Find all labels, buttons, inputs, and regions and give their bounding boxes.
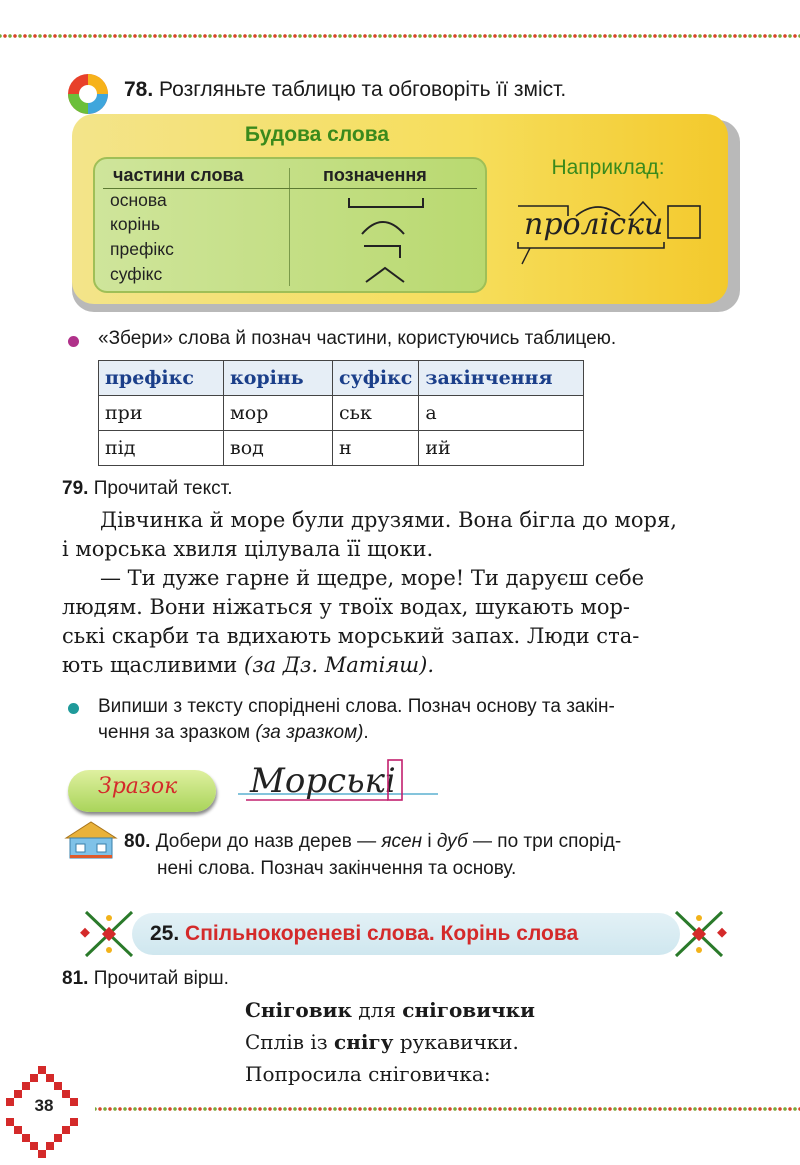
task-79-heading [62, 478, 233, 500]
part-root: корінь [110, 214, 160, 234]
task-text: і [427, 831, 432, 852]
tree-oak: дуб [436, 831, 468, 852]
task-text: Розгляньте таблицю та обговоріть її зміст. [159, 78, 567, 101]
discussion-icon [66, 72, 110, 116]
header-suffix: суфікс [333, 361, 419, 396]
bottom-border-ornament [95, 1105, 800, 1113]
story-line: — Ти дуже гарне й щедре, море! Ти даруєш себе [100, 566, 645, 590]
sample-handwriting [238, 748, 448, 813]
page-number: 38 [24, 1096, 64, 1122]
table-row [99, 396, 584, 431]
table-column-divider [289, 168, 290, 286]
part-prefix: префікс [110, 239, 174, 259]
task-78-heading [124, 78, 566, 102]
ornament-right-icon [664, 904, 734, 969]
task-text: Прочитай вірш. [93, 968, 229, 989]
part-suffix: суфікс [110, 264, 163, 284]
col-header-parts: частини слова [113, 165, 244, 185]
story-text [62, 506, 742, 680]
story-line: людям. Вони ніжаться у твоїх водах, шукають мор- [62, 595, 631, 619]
poem-line-2 [245, 1030, 519, 1054]
instruction-collect-words: «Збери» слова й познач частини, користуючись таблицею. [98, 328, 617, 349]
table-cell: ськ [333, 396, 419, 431]
task-text: Прочитай текст. [93, 478, 233, 499]
header-root: корінь [224, 361, 333, 396]
story-line: і морська хвиля цілувала її щоки. [62, 537, 434, 561]
poem-bold: Сніговик [245, 998, 352, 1022]
poem-line-1 [245, 998, 535, 1022]
root-symbol [358, 214, 408, 243]
task-text: нені слова. Познач закінчення та основу. [157, 858, 517, 879]
poem-bold: сніговички [402, 998, 535, 1022]
bullet-dot [68, 703, 79, 714]
example-word-breakdown [510, 188, 720, 268]
header-ending: закінчення [419, 361, 584, 396]
poem-text: для [358, 998, 396, 1022]
poem-line-3: Попросила сніговичка: [245, 1062, 491, 1086]
task-text: — по три спорід- [473, 831, 622, 852]
table-cell: н [333, 431, 419, 466]
story-line: ські скарби та вдихають морський запах. Люди ста- [62, 624, 640, 648]
part-stem: основа [110, 190, 167, 210]
poem-bold: снігу [334, 1030, 394, 1054]
sample-word: Морські [250, 761, 396, 801]
section-name: Спільнокореневі слова. Корінь слова [185, 922, 579, 945]
suffix-symbol [360, 264, 410, 291]
example-label: Наприклад: [551, 156, 665, 179]
story-author: (за Дз. Матіяш). [244, 653, 435, 677]
task-text: Добери до назв дерев — [155, 831, 377, 852]
task-number: 78. [124, 78, 154, 101]
task-number: 79. [62, 478, 89, 499]
table-cell: при [99, 396, 224, 431]
instruction-write-related-words [98, 694, 615, 746]
task-number: 80. [124, 831, 151, 852]
task-number: 81. [62, 968, 89, 989]
panel-title: Будова слова [244, 123, 390, 146]
bullet-dot [68, 336, 79, 347]
header-underline [103, 188, 477, 189]
poem-text: рукавички. [399, 1030, 519, 1054]
col-header-marks: позначення [323, 165, 427, 185]
instruction-italic: (за зразком) [255, 722, 364, 743]
table-cell: мор [224, 396, 333, 431]
table-row [99, 431, 584, 466]
task-81-heading [62, 968, 229, 990]
story-line: ють щасливими [62, 653, 238, 677]
table-cell: а [419, 396, 584, 431]
example-word: пролiски [524, 207, 664, 242]
top-border-ornament [0, 32, 800, 40]
morpheme-table [98, 360, 584, 466]
instruction-period: . [363, 722, 369, 743]
header-prefix: префікс [99, 361, 224, 396]
section-25-title [150, 922, 578, 946]
house-icon [62, 820, 120, 865]
task-80 [124, 828, 621, 882]
table-cell: вод [224, 431, 333, 466]
section-number: 25. [150, 922, 180, 945]
story-line: Дівчинка й море були друзями. Вона бігла до моря, [100, 508, 677, 532]
poem-text: Сплів із [245, 1030, 328, 1054]
instruction-line: чення за зразком [98, 722, 251, 743]
sample-label: Зразок [98, 774, 178, 799]
table-cell: ий [419, 431, 584, 466]
table-cell: під [99, 431, 224, 466]
instruction-line: Випиши з тексту споріднені слова. Познач основу та закін- [98, 696, 615, 717]
tree-ash: ясен [381, 831, 423, 852]
